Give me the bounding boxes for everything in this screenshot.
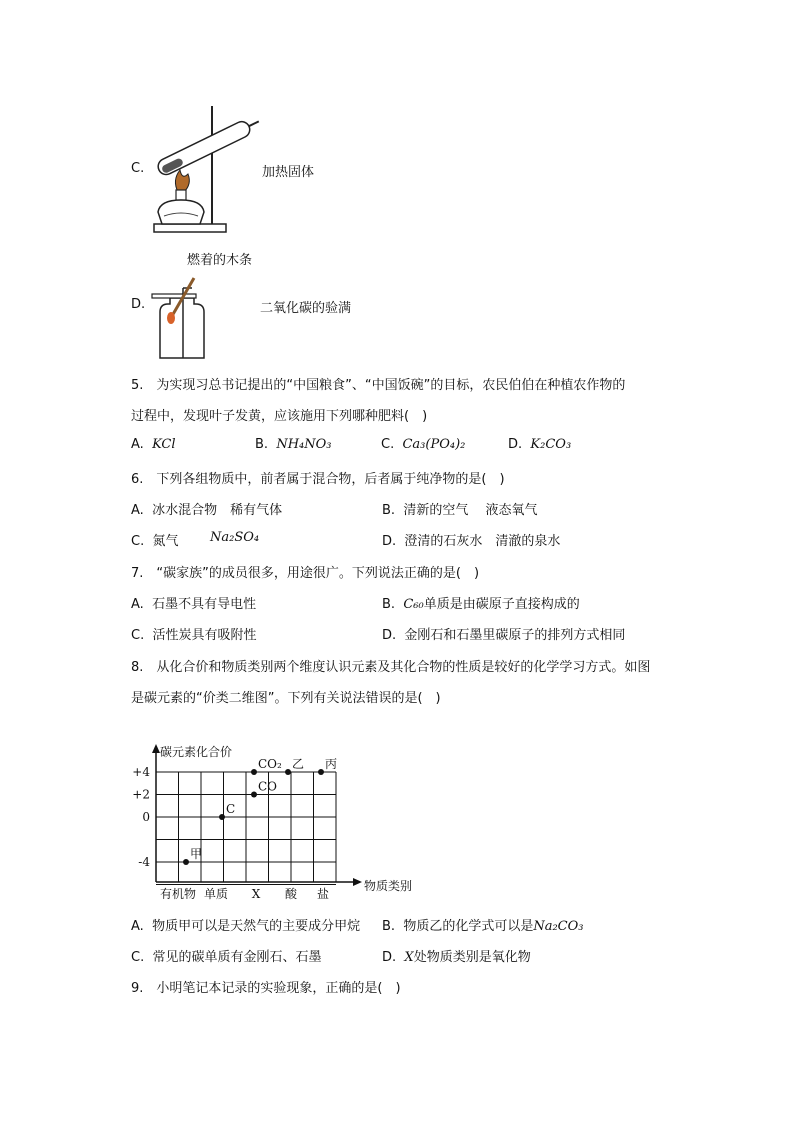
q7-option-d: D. 金刚石和石墨里碳原子的排列方式相同 [382,628,626,643]
option-c-text: 加热固体 [262,165,315,180]
data-point [318,769,324,775]
q5-option-b: B. NH₄NO₃ [255,437,332,452]
q8-line2: 是碳元素的“价类二维图”。下列有关说法错误的是( ) [131,691,441,706]
data-point-label: 乙 [292,757,305,771]
q7-option-b: B. C₆₀单质是由碳原子直接构成的 [382,597,580,612]
y-axis-label: 碳元素化合价 [160,745,233,759]
q5-line1: 5. 为实现习总书记提出的“中国粮食”、“中国饭碗”的目标，农民伯伯在种植农作物的 [131,378,626,393]
q8-option-c: C. 常见的碳单质有金刚石、石墨 [131,950,322,965]
q8-line1: 8. 从化合价和物质类别两个维度认识元素及其化合物的性质是较好的化学学习方式。如图 [131,660,651,675]
heating-solid-apparatus-icon [148,100,268,240]
q6-option-c: C. 氮气 [131,534,179,549]
y-tick-label: +2 [132,787,150,802]
chart-grid [156,772,336,885]
x-axis-label: 物质类别 [364,879,413,893]
data-point [251,792,257,798]
x-tick-label: 盐 [316,887,330,900]
option-d-text: 二氧化碳的验满 [260,301,352,316]
q6-option-c-formula: Na₂SO₄ [210,530,260,545]
q9-stem: 9. 小明笔记本记录的实验现象，正确的是( ) [131,981,401,996]
y-axis-arrow-icon [152,744,160,753]
q7-stem: 7. “碳家族”的成员很多，用途很广。下列说法正确的是( ) [131,566,480,581]
data-point [219,814,225,820]
q8-option-d: D. X处物质类别是氧化物 [382,950,531,965]
option-c-label: C. [131,161,145,176]
y-tick-label: -4 [138,855,150,869]
option-d-label: D. [131,297,146,312]
q7-option-c: C. 活性炭具有吸附性 [131,628,257,643]
x-tick-label: 有机物 [159,887,197,900]
x-tick-label: X [251,887,261,900]
data-point-label: 丙 [325,757,338,771]
burning-stick-caption: 燃着的木条 [187,253,253,268]
q6-option-d: D. 澄清的石灰水 清澈的泉水 [382,534,561,549]
q8-option-a: A. 物质甲可以是天然气的主要成分甲烷 [131,919,361,934]
data-point [251,769,257,775]
x-tick-label: 单质 [203,887,229,900]
q6-option-b: B. 清新的空气 液态氧气 [382,503,538,518]
q5-line2: 过程中，发现叶子发黄，应该施用下列哪种肥料( ) [131,409,428,424]
q8-option-b: B. 物质乙的化学式可以是Na₂CO₃ [382,919,584,934]
q5-option-d: D. K₂CO₃ [508,437,572,452]
q7-option-a: A. 石墨不具有导电性 [131,597,257,612]
gas-bottle-icon [150,274,214,362]
data-point [183,859,189,865]
x-tick-label: 酸 [284,887,298,900]
data-point-label: 甲 [190,847,203,861]
data-point-label: CO₂ [258,757,282,771]
y-tick-label: +4 [132,765,150,779]
q6-option-a: A. 冰水混合物 稀有气体 [131,503,283,518]
valence-class-chart [126,740,436,900]
y-tick-label: 0 [142,810,150,824]
q5-option-c: C. Ca₃(PO₄)₂ [381,437,466,452]
data-point-label: C [226,802,236,816]
data-point-label: CO [258,779,278,794]
q6-stem: 6. 下列各组物质中，前者属于混合物，后者属于纯净物的是( ) [131,472,505,487]
data-point [285,769,291,775]
q5-option-a: A. KCl [131,437,176,452]
x-axis-arrow-icon [353,878,362,886]
